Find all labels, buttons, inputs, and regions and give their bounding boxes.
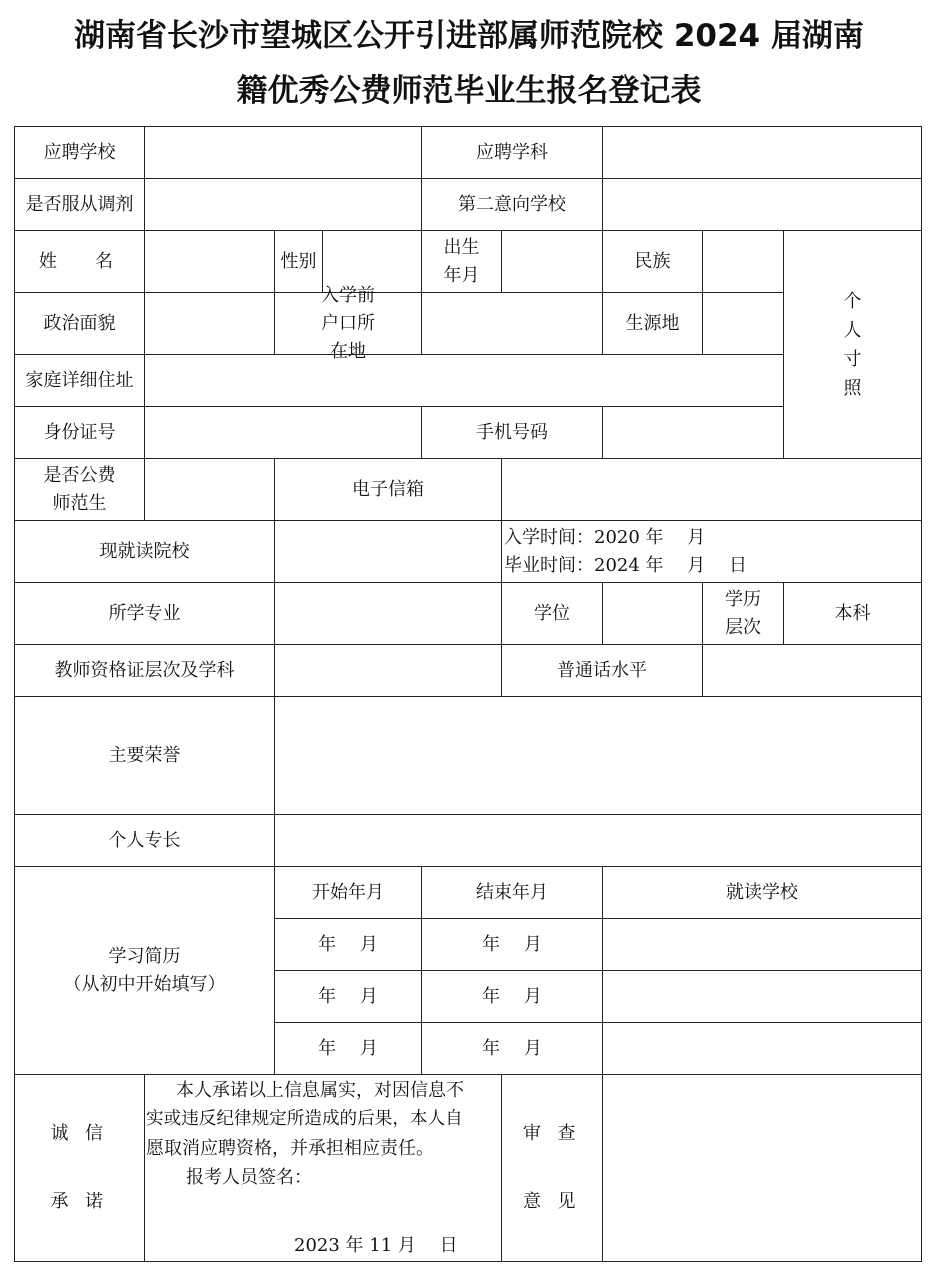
resume-row-3-end[interactable]: 年 月 — [421, 1022, 603, 1075]
name-label: 姓 名 — [14, 230, 145, 293]
resume-header-school: 就读学校 — [602, 866, 922, 919]
teacher-cert-field[interactable] — [274, 644, 502, 697]
resume-row-1-end[interactable]: 年 月 — [421, 918, 603, 971]
integrity-label-cell — [14, 1074, 145, 1262]
study-period-cell[interactable] — [501, 520, 922, 583]
pledge-line-3: 愿取消应聘资格，并承担相应责任。 — [146, 1138, 434, 1159]
source-field[interactable] — [702, 292, 784, 355]
mandarin-label: 普通话水平 — [501, 644, 703, 697]
integrity-label-2: 承 诺 — [50, 1191, 109, 1212]
signature-label: 报考人员签名： — [186, 1167, 312, 1188]
public-funded-field[interactable] — [144, 458, 275, 521]
resume-header-start: 开始年月 — [274, 866, 422, 919]
mandarin-field[interactable] — [702, 644, 922, 697]
apply-subject-field[interactable] — [602, 126, 922, 179]
resume-note: （从初中开始填写） — [63, 973, 226, 995]
pledge-line-1: 本人承诺以上信息属实，对因信息不 — [176, 1080, 464, 1101]
resume-row-3-school[interactable] — [602, 1022, 922, 1075]
resume-row-2-school[interactable] — [602, 970, 922, 1023]
honors-field[interactable] — [274, 696, 922, 815]
gender-label: 性别 — [274, 230, 323, 293]
review-label-2: 意 见 — [523, 1191, 581, 1212]
resume-row-1-start[interactable]: 年 月 — [274, 918, 422, 971]
second-school-field[interactable] — [602, 178, 922, 231]
resume-row-2-end[interactable]: 年 月 — [421, 970, 603, 1023]
resume-label: 学习简历 — [108, 945, 181, 967]
email-label: 电子信箱 — [274, 458, 502, 521]
hukou-label: 入学前户口所在地 — [274, 292, 422, 355]
obey-adjust-label: 是否服从调剂 — [14, 178, 145, 231]
resume-row-3-start[interactable]: 年 月 — [274, 1022, 422, 1075]
birth-field[interactable] — [501, 230, 603, 293]
public-funded-label: 是否公费师范生 — [14, 458, 145, 521]
resume-row-1-school[interactable] — [602, 918, 922, 971]
enroll-time: 入学时间：2020 年 月 — [504, 526, 706, 548]
edu-level-field[interactable]: 本科 — [783, 582, 922, 645]
sign-date: 2023 年 11 月 日 — [294, 1235, 458, 1256]
specialty-field[interactable] — [274, 814, 922, 867]
id-field[interactable] — [144, 406, 422, 459]
form-title-line-2: 籍优秀公费师范毕业生报名登记表 — [236, 73, 702, 109]
review-label-cell — [501, 1074, 603, 1262]
address-field[interactable] — [144, 354, 784, 407]
teacher-cert-label: 教师资格证层次及学科 — [14, 644, 275, 697]
degree-label: 学位 — [501, 582, 603, 645]
graduate-time: 毕业时间：2024 年 月 日 — [504, 554, 747, 576]
ethnicity-label: 民族 — [602, 230, 703, 293]
hukou-field[interactable] — [421, 292, 603, 355]
current-school-field[interactable] — [274, 520, 502, 583]
apply-subject-label: 应聘学科 — [421, 126, 603, 179]
apply-school-field[interactable] — [144, 126, 422, 179]
second-school-label: 第二意向学校 — [421, 178, 603, 231]
political-label: 政治面貌 — [14, 292, 145, 355]
ethnicity-field[interactable] — [702, 230, 784, 293]
integrity-label-1: 诚 信 — [50, 1123, 109, 1144]
phone-label: 手机号码 — [421, 406, 603, 459]
political-field[interactable] — [144, 292, 275, 355]
specialty-label: 个人专长 — [14, 814, 275, 867]
birth-label: 出生年月 — [421, 230, 502, 293]
review-field[interactable] — [602, 1074, 922, 1262]
address-label: 家庭详细住址 — [14, 354, 145, 407]
id-label: 身份证号 — [14, 406, 145, 459]
name-field[interactable] — [144, 230, 275, 293]
major-label: 所学专业 — [14, 582, 275, 645]
obey-adjust-field[interactable] — [144, 178, 422, 231]
email-field[interactable] — [501, 458, 922, 521]
photo-box[interactable] — [783, 230, 922, 459]
degree-field[interactable] — [602, 582, 703, 645]
major-field[interactable] — [274, 582, 502, 645]
phone-field[interactable] — [602, 406, 784, 459]
photo-label: 个人寸照 — [843, 291, 862, 399]
form-title-line-1: 湖南省长沙市望城区公开引进部属师范院校 2024 届湖南 — [74, 18, 864, 54]
review-label-1: 审 查 — [523, 1123, 581, 1144]
resume-label-cell — [14, 866, 275, 1075]
source-label: 生源地 — [602, 292, 703, 355]
honors-label: 主要荣誉 — [14, 696, 275, 815]
edu-level-label: 学历层次 — [702, 582, 784, 645]
current-school-label: 现就读院校 — [14, 520, 275, 583]
resume-header-end: 结束年月 — [421, 866, 603, 919]
resume-row-2-start[interactable]: 年 月 — [274, 970, 422, 1023]
apply-school-label: 应聘学校 — [14, 126, 145, 179]
pledge-line-2: 实或违反纪律规定所造成的后果，本人自 — [146, 1109, 463, 1129]
